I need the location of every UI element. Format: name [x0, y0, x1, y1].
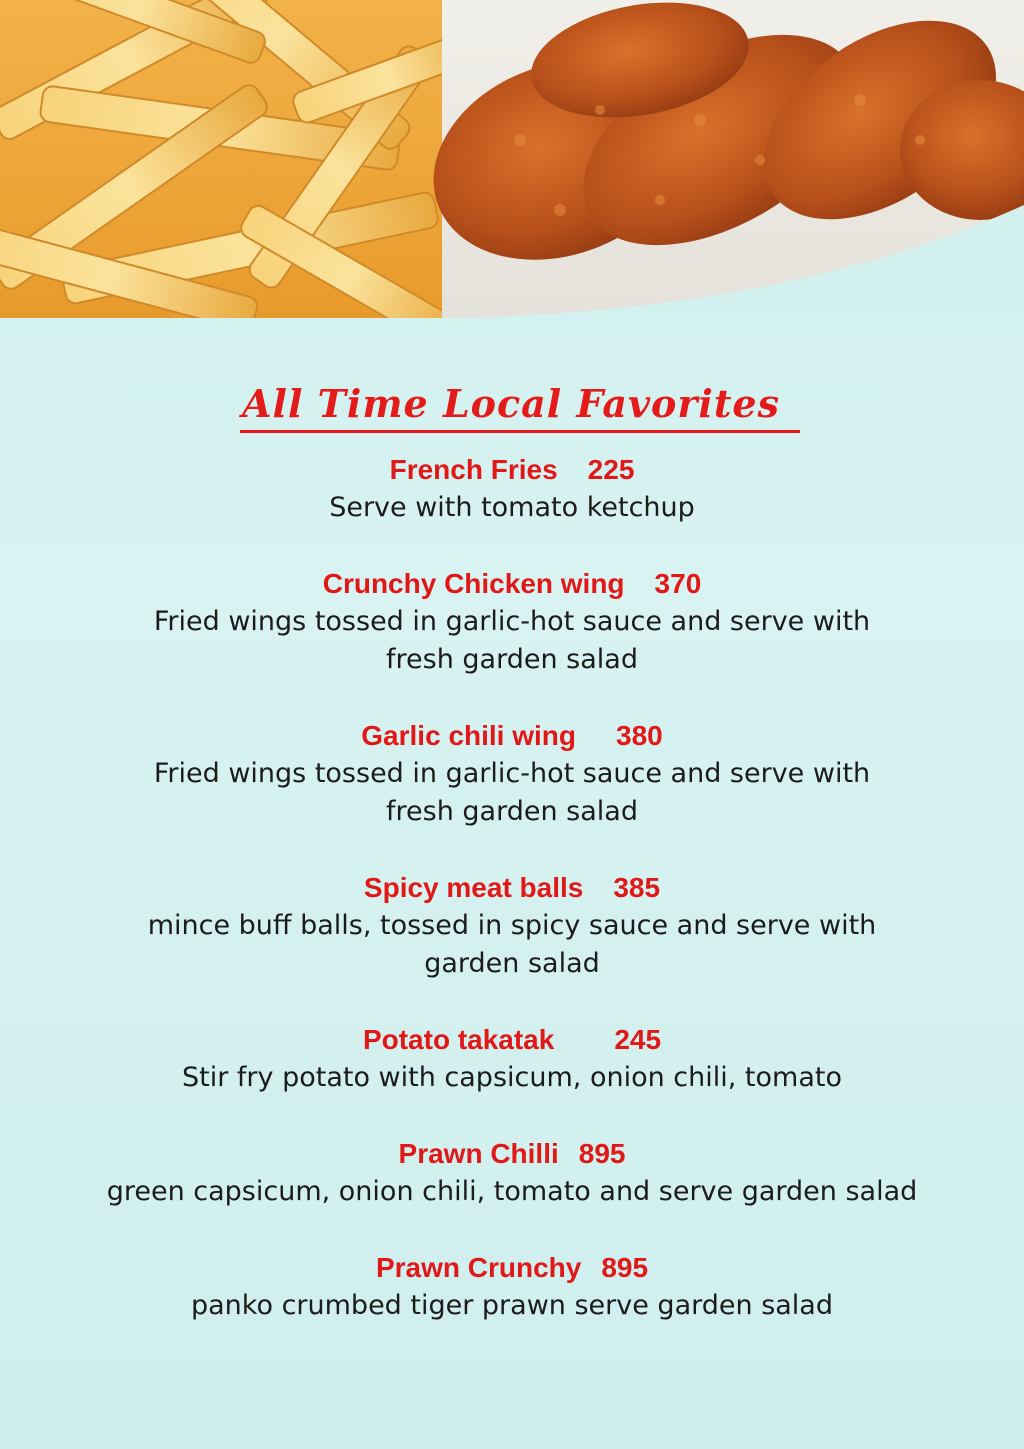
item-heading	[62, 451, 962, 489]
item-description: Serve with tomato ketchup	[329, 492, 695, 523]
item-price: 895	[578, 1138, 626, 1169]
item-name: French Fries	[389, 454, 558, 485]
item-description: Fried wings tossed in garlic-hot sauce and serve with fresh garden salad	[153, 758, 871, 827]
menu-item	[62, 1021, 962, 1097]
item-heading	[62, 565, 962, 603]
item-name: Prawn Crunchy	[375, 1252, 582, 1283]
section-title: All Time Local Favorites	[240, 380, 800, 433]
item-name: Garlic chili wing	[361, 720, 576, 751]
item-description: green capsicum, onion chili, tomato and serve garden salad	[106, 1176, 918, 1207]
item-description: Stir fry potato with capsicum, onion chili, tomato	[182, 1062, 842, 1093]
item-name: Crunchy Chicken wing	[322, 568, 625, 599]
item-price: 370	[654, 568, 702, 599]
menu-section	[0, 380, 1024, 1325]
item-heading	[62, 1249, 962, 1287]
header-photos	[0, 0, 1024, 330]
item-heading	[62, 869, 962, 907]
item-price: 380	[616, 720, 663, 751]
item-price: 385	[613, 872, 661, 903]
item-heading	[62, 1021, 962, 1059]
header-photos-graphic	[0, 0, 1024, 330]
item-description: panko crumbed tiger prawn serve garden salad	[191, 1290, 833, 1321]
item-price: 225	[587, 454, 635, 485]
menu-item	[62, 451, 962, 527]
item-price: 245	[614, 1024, 662, 1055]
menu-item	[62, 869, 962, 983]
french-fries-photo	[0, 0, 489, 330]
item-description: Fried wings tossed in garlic-hot sauce and serve with fresh garden salad	[153, 606, 871, 675]
item-description: mince buff balls, tossed in spicy sauce and serve with garden salad	[147, 910, 877, 979]
fried-chicken-photo	[405, 0, 1024, 330]
item-name: Spicy meat balls	[363, 872, 584, 903]
item-price: 895	[601, 1252, 649, 1283]
item-heading	[62, 717, 962, 755]
item-heading	[62, 1135, 962, 1173]
menu-item	[62, 1249, 962, 1325]
menu-item	[62, 1135, 962, 1211]
item-name: Potato takatak	[362, 1024, 555, 1055]
menu-item	[62, 717, 962, 831]
item-name: Prawn Chilli	[398, 1138, 559, 1169]
menu-item	[62, 565, 962, 679]
